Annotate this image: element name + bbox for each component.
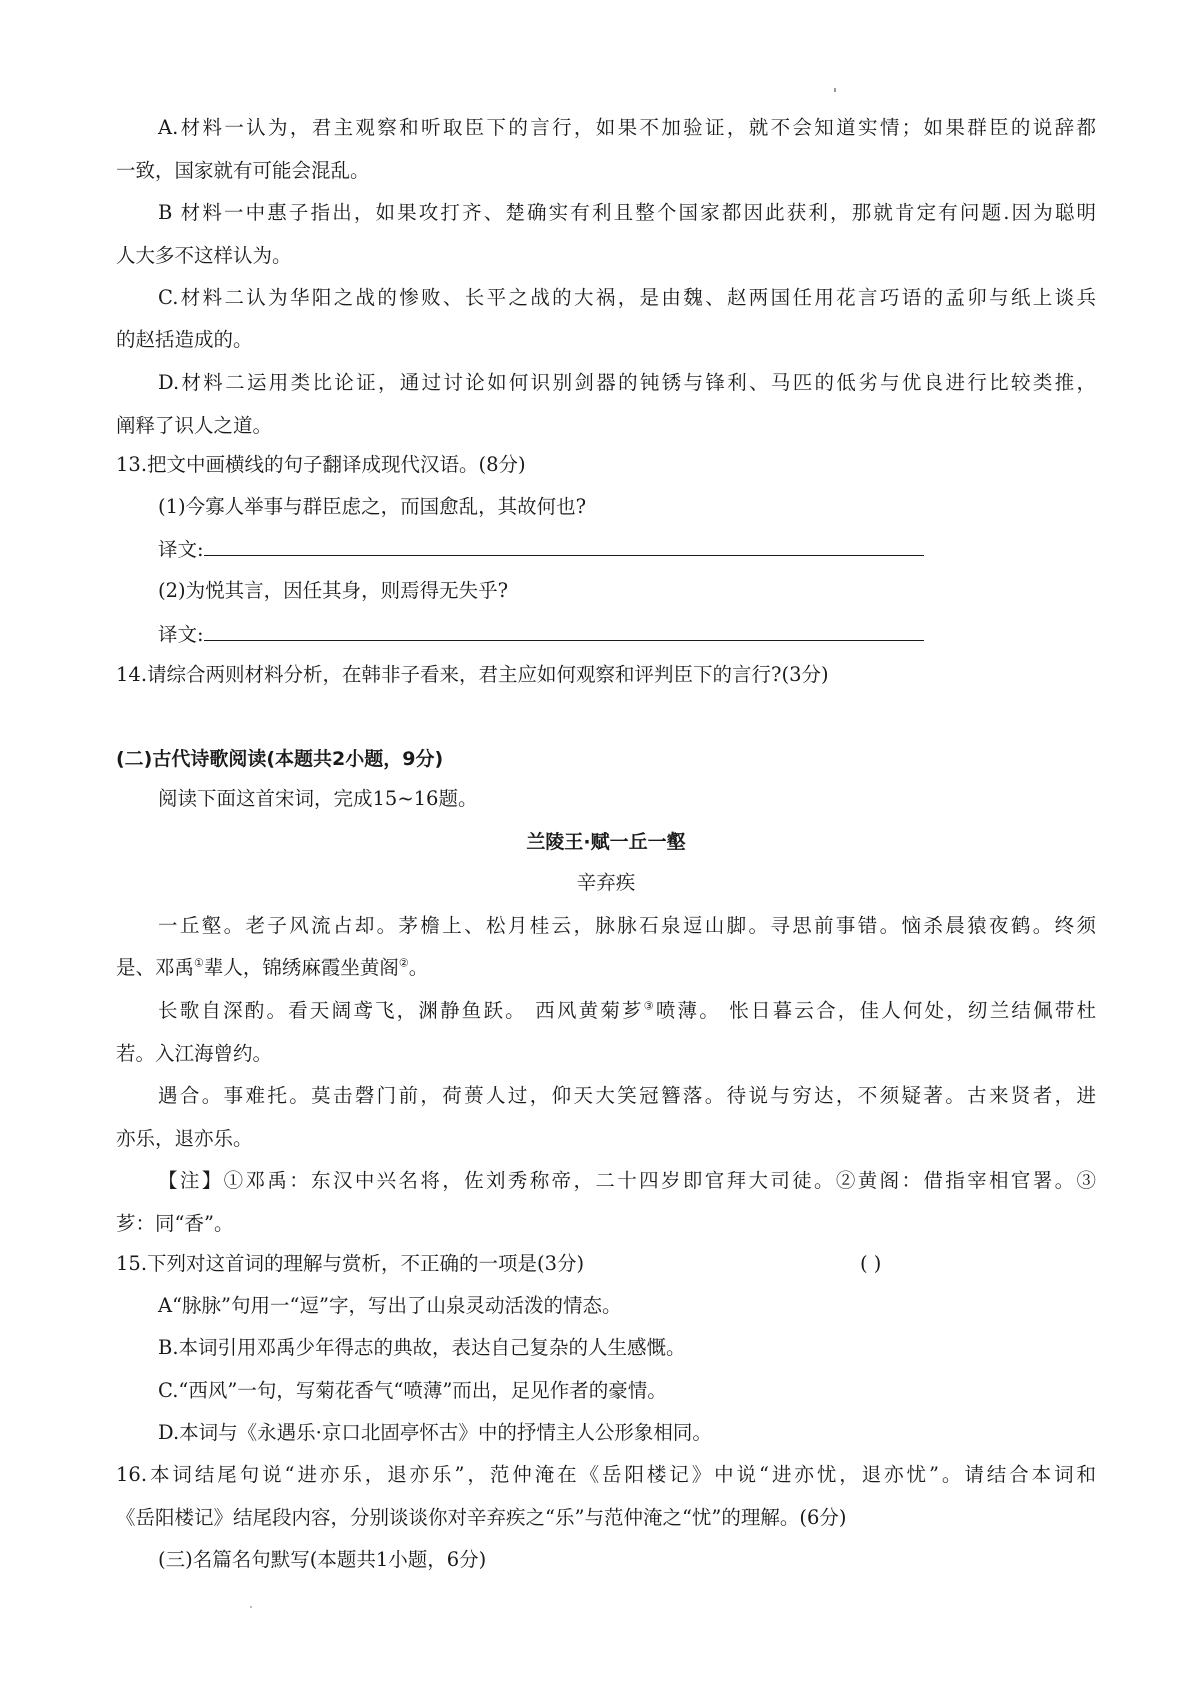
- poem-stanza2-line1: 长歌自深酌。看天阔鸢飞，渊静鱼跃。 西风黄菊芗③喷薄。 怅日暮云合，佳人何处，纫兰结佩带杜: [158, 999, 1096, 1022]
- q15-option-c: C.“西风”一句，写菊花香气“喷薄”而出，足见作者的豪情。: [158, 1379, 667, 1402]
- q13-sentence-2: (2)为悦其言，因任其身，则焉得无失乎?: [158, 579, 509, 602]
- q15-stem: 15.下列对这首词的理解与赏析，不正确的一项是(3分): [116, 1252, 585, 1275]
- scan-speck: [250, 1606, 252, 1608]
- poem-note-line1: 【注】①邓禹：东汉中兴名将，佐刘秀称帝，二十四岁即官拜大司徒。②黄阁：借指宰相官署。③: [158, 1169, 1096, 1192]
- q12-option-b-line1: B 材料一中惠子指出，如果攻打齐、楚确实有利且整个国家都因此获利，那就肯定有问题.因为聪明: [158, 201, 1096, 224]
- poem-stanza1-line1: 一丘壑。老子风流占却。茅檐上、松月桂云，脉脉石泉逗山脚。寻思前事错。恼杀晨猿夜鹤。终须: [158, 914, 1096, 937]
- section2-heading: (二)古代诗歌阅读(本题共2小题，9分): [116, 748, 444, 770]
- poem-stanza1-line2: 是、邓禹①辈人，锦绣麻霞坐黄阁②。: [116, 956, 429, 979]
- scan-mark: [834, 88, 836, 92]
- section2-instruction: 阅读下面这首宋词，完成15~16题。: [158, 787, 478, 810]
- answer-label: 译文:: [158, 538, 204, 561]
- q13-answer-2: [158, 620, 1096, 649]
- poem-note-line2: 芗：同“香”。: [116, 1212, 234, 1235]
- q12-option-b-line2: 人大多不这样认为。: [116, 244, 292, 267]
- footnote-marker-3: ③: [643, 999, 656, 1013]
- q12-option-d-line2: 阐释了识人之道。: [116, 414, 273, 437]
- poem-stanza3-line1: 遇合。事难托。莫击磬门前，荷蒉人过，仰天大笑冠簪落。待说与穷达，不须疑著。古来贤者，进: [158, 1084, 1096, 1107]
- q13-sentence-1: (1)今寡人举事与群臣虑之，而国愈乱，其故何也?: [158, 495, 587, 518]
- footnote-marker-1: ①: [194, 956, 204, 970]
- q16-line2: 《岳阳楼记》结尾段内容，分别谈谈你对辛弃疾之“乐”与范仲淹之“忧”的理解。(6分): [116, 1506, 847, 1529]
- poem-author: 辛弃疾: [576, 871, 636, 894]
- answer-blank-2[interactable]: [204, 620, 924, 641]
- q16-line1: 16.本词结尾句说“进亦乐，退亦乐”，范仲淹在《岳阳楼记》中说“进亦忧，退亦忧”。请结合本词和: [116, 1463, 1096, 1486]
- q15-option-a: A“脉脉”句用一“逗”字，写出了山泉灵动活泼的情态。: [158, 1294, 622, 1317]
- footnote-marker-2: ②: [398, 956, 409, 970]
- poem-title: 兰陵王·赋一丘一壑: [526, 831, 686, 853]
- answer-bracket[interactable]: ( ): [860, 1252, 882, 1275]
- q14-stem: 14.请综合两则材料分析，在韩非子看来，君主应如何观察和评判臣下的言行?(3分): [116, 663, 829, 686]
- q12-option-c-line2: 的赵括造成的。: [116, 328, 253, 351]
- q12-option-a-line1: A.材料一认为，君主观察和听取臣下的言行，如果不加验证，就不会知道实情；如果群臣的说辞都: [158, 116, 1096, 139]
- answer-label: 译文:: [158, 623, 204, 646]
- q15-option-b: B.本词引用邓禹少年得志的典故，表达自己复杂的人生感慨。: [158, 1336, 686, 1359]
- q13-answer-1: [158, 535, 1096, 564]
- q12-option-a-line2: 一致，国家就有可能会混乱。: [116, 159, 370, 182]
- q15-option-d: D.本词与《永遇乐·京口北固亭怀古》中的抒情主人公形象相同。: [158, 1421, 712, 1444]
- q12-option-d-line1: D.材料二运用类比论证，通过讨论如何识别剑器的钝锈与锋利、马匹的低劣与优良进行比较类推，: [158, 371, 1096, 394]
- q12-option-c-line1: C.材料二认为华阳之战的惨败、长平之战的大祸，是由魏、赵两国任用花言巧语的孟卯与纸上谈兵: [158, 286, 1096, 309]
- answer-blank-1[interactable]: [204, 535, 924, 556]
- poem-stanza3-line2: 亦乐，退亦乐。: [116, 1127, 253, 1150]
- poem-stanza2-line2: 若。入江海曾约。: [116, 1042, 273, 1065]
- section3-heading: (三)名篇名句默写(本题共1小题，6分): [158, 1548, 487, 1571]
- q13-stem: 13.把文中画横线的句子翻译成现代汉语。(8分): [116, 453, 526, 476]
